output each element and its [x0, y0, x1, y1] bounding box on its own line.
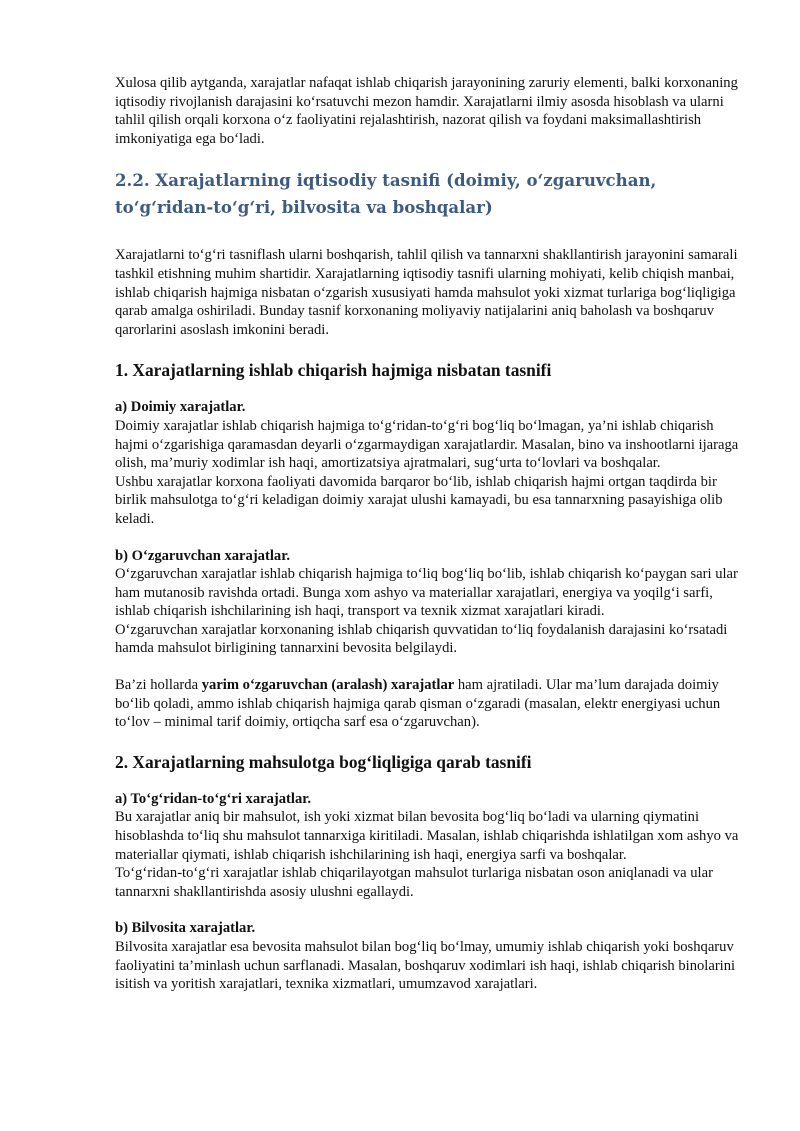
section-intro-paragraph: Xarajatlarni to‘g‘ri tasniflash ularni boshqarish, tahlil qilish va tannarxni shakllantirish jarayonini samarali tashkil etishning muhim shartidir. Xarajatlarning iqtisodiy tasnifi ularning mohiyati, kelib chiqish manbai, ishlab chiqarish hajmiga nisbatan o‘zgarish xususiyati hamda mahsulot yoki xizmat turlariga bog‘liqligiga qarab amalga oshiriladi. Bunday tasnif korxonaning moliyaviy natijalarini aniq baholash va boshqaruv qarorlarini asoslash imkonini beradi.: [115, 247, 738, 338]
part2-a-text2: To‘g‘ridan-to‘g‘ri xarajatlar ishlab chiqarilayotgan mahsulot turlariga nisbatan oson aniqlanadi va ular tannarxni shakllantirishda asosiy ulushni egallaydi.: [115, 865, 713, 900]
section-heading: 2.2. Xarajatlarning iqtisodiy tasnifi (doimiy, o‘zgaruvchan, to‘g‘ridan-to‘g‘ri, bilvosita va boshqalar): [115, 170, 657, 218]
part1-a-title: a) Doimiy xarajatlar.: [115, 399, 246, 416]
document-page: [115, 74, 742, 994]
part1-heading: 1. Xarajatlarning ishlab chiqarish hajmiga nisbatan tasnifi: [115, 360, 552, 381]
mixed-costs-prefix: Ba’zi hollarda: [115, 677, 202, 694]
part2-b-title: b) Bilvosita xarajatlar.: [115, 920, 256, 937]
part2-a-title: a) To‘g‘ridan-to‘g‘ri xarajatlar.: [115, 790, 312, 807]
part2-b-text1: Bilvosita xarajatlar esa bevosita mahsulot bilan bog‘liq bo‘lmay, umumiy ishlab chiqarish yoki boshqaruv faoliyatini ta’minlash uchun sarflanadi. Masalan, boshqaruv xodimlari ish haqi, ishlab chiqarish binolarini isitish va yoritish xarajatlari, texnika xizmatlari, umumzavod xarajatlari.: [115, 939, 736, 993]
part2-heading: 2. Xarajatlarning mahsulotga bog‘liqligiga qarab tasnifi: [115, 751, 532, 772]
intro-paragraph: Xulosa qilib aytganda, xarajatlar nafaqat ishlab chiqarish jarayonining zaruriy elementi, balki korxonaning iqtisodiy rivojlanish darajasini ko‘rsatuvchi mezon hamdir. Xarajatlarni ilmiy asosda hisoblash va ularni tahlil qilish orqali korxona o‘z faoliyatini rejalashtirish, nazorat qilish va foydani maksimallashtirish imkoniyatiga ega bo‘ladi.: [115, 75, 738, 147]
mixed-costs-suffix: ham ajratiladi. Ular ma’lum darajada doimiy bo‘lib qoladi, ammo ishlab chiqarish hajmiga qarab qisman o‘zgaradi (masalan, elektr energiyasi uchun to‘lov – minimal tarif doimiy, ortiqcha sarf esa o‘zgaruvchan).: [115, 677, 721, 731]
part1-a-text2: Ushbu xarajatlar korxona faoliyati davomida barqaror bo‘lib, ishlab chiqarish hajmi ortgan taqdirda bir birlik mahsulotga to‘g‘ri keladigan doimiy xarajat ulushi kamayadi, bu esa tannarxning pasayishiga olib keladi.: [115, 473, 723, 527]
part2-a-text1: Bu xarajatlar aniq bir mahsulot, ish yoki xizmat bilan bevosita bog‘liq bo‘ladi va ularning qiymatini hisoblashda to‘liq shu mahsulot tannarxiga kiritiladi. Masalan, ishlab chiqarishda ishlatilgan xom ashyo va materiallar qiymati, ishlab chiqarish ishchilarining ish haqi, energiya sarfi va boshqalar.: [115, 809, 739, 863]
mixed-costs-paragraph: [115, 676, 742, 732]
part1-a-text1: Doimiy xarajatlar ishlab chiqarish hajmiga to‘g‘ridan-to‘g‘ri bog‘liq bo‘lmagan, ya’ni ishlab chiqarish hajmi o‘zgarishiga qaramasdan deyarli o‘zgarmaydigan xarajatlardir. Masalan, bino va inshootlarni ijaraga olish, ma’muriy xodimlar ish haqi, amortizatsiya ajratmalari, sug‘urta to‘lovlari va boshqalar.: [115, 417, 739, 472]
mixed-costs-term: yarim o‘zgaruvchan (aralash) xarajatlar: [201, 677, 455, 694]
part1-b-text1: O‘zgaruvchan xarajatlar ishlab chiqarish hajmiga to‘liq bog‘liq bo‘lib, ishlab chiqarish ko‘paygan sari ular ham mutanosib ravishda ortadi. Bunga xom ashyo va materiallar xarajatlari, energiya va yoqilg‘i sarfi, ishlab chiqarish ishchilarining ish haqi, transport va texnik xizmat xarajatlari kiradi.: [115, 566, 738, 620]
part1-b-text2: O‘zgaruvchan xarajatlar korxonaning ishlab chiqarish quvvatidan to‘liq foydalanish darajasini ko‘rsatadi hamda mahsulot birligining tannarxini bevosita belgilaydi.: [115, 621, 728, 657]
part1-b-title: b) O‘zgaruvchan xarajatlar.: [115, 547, 290, 564]
